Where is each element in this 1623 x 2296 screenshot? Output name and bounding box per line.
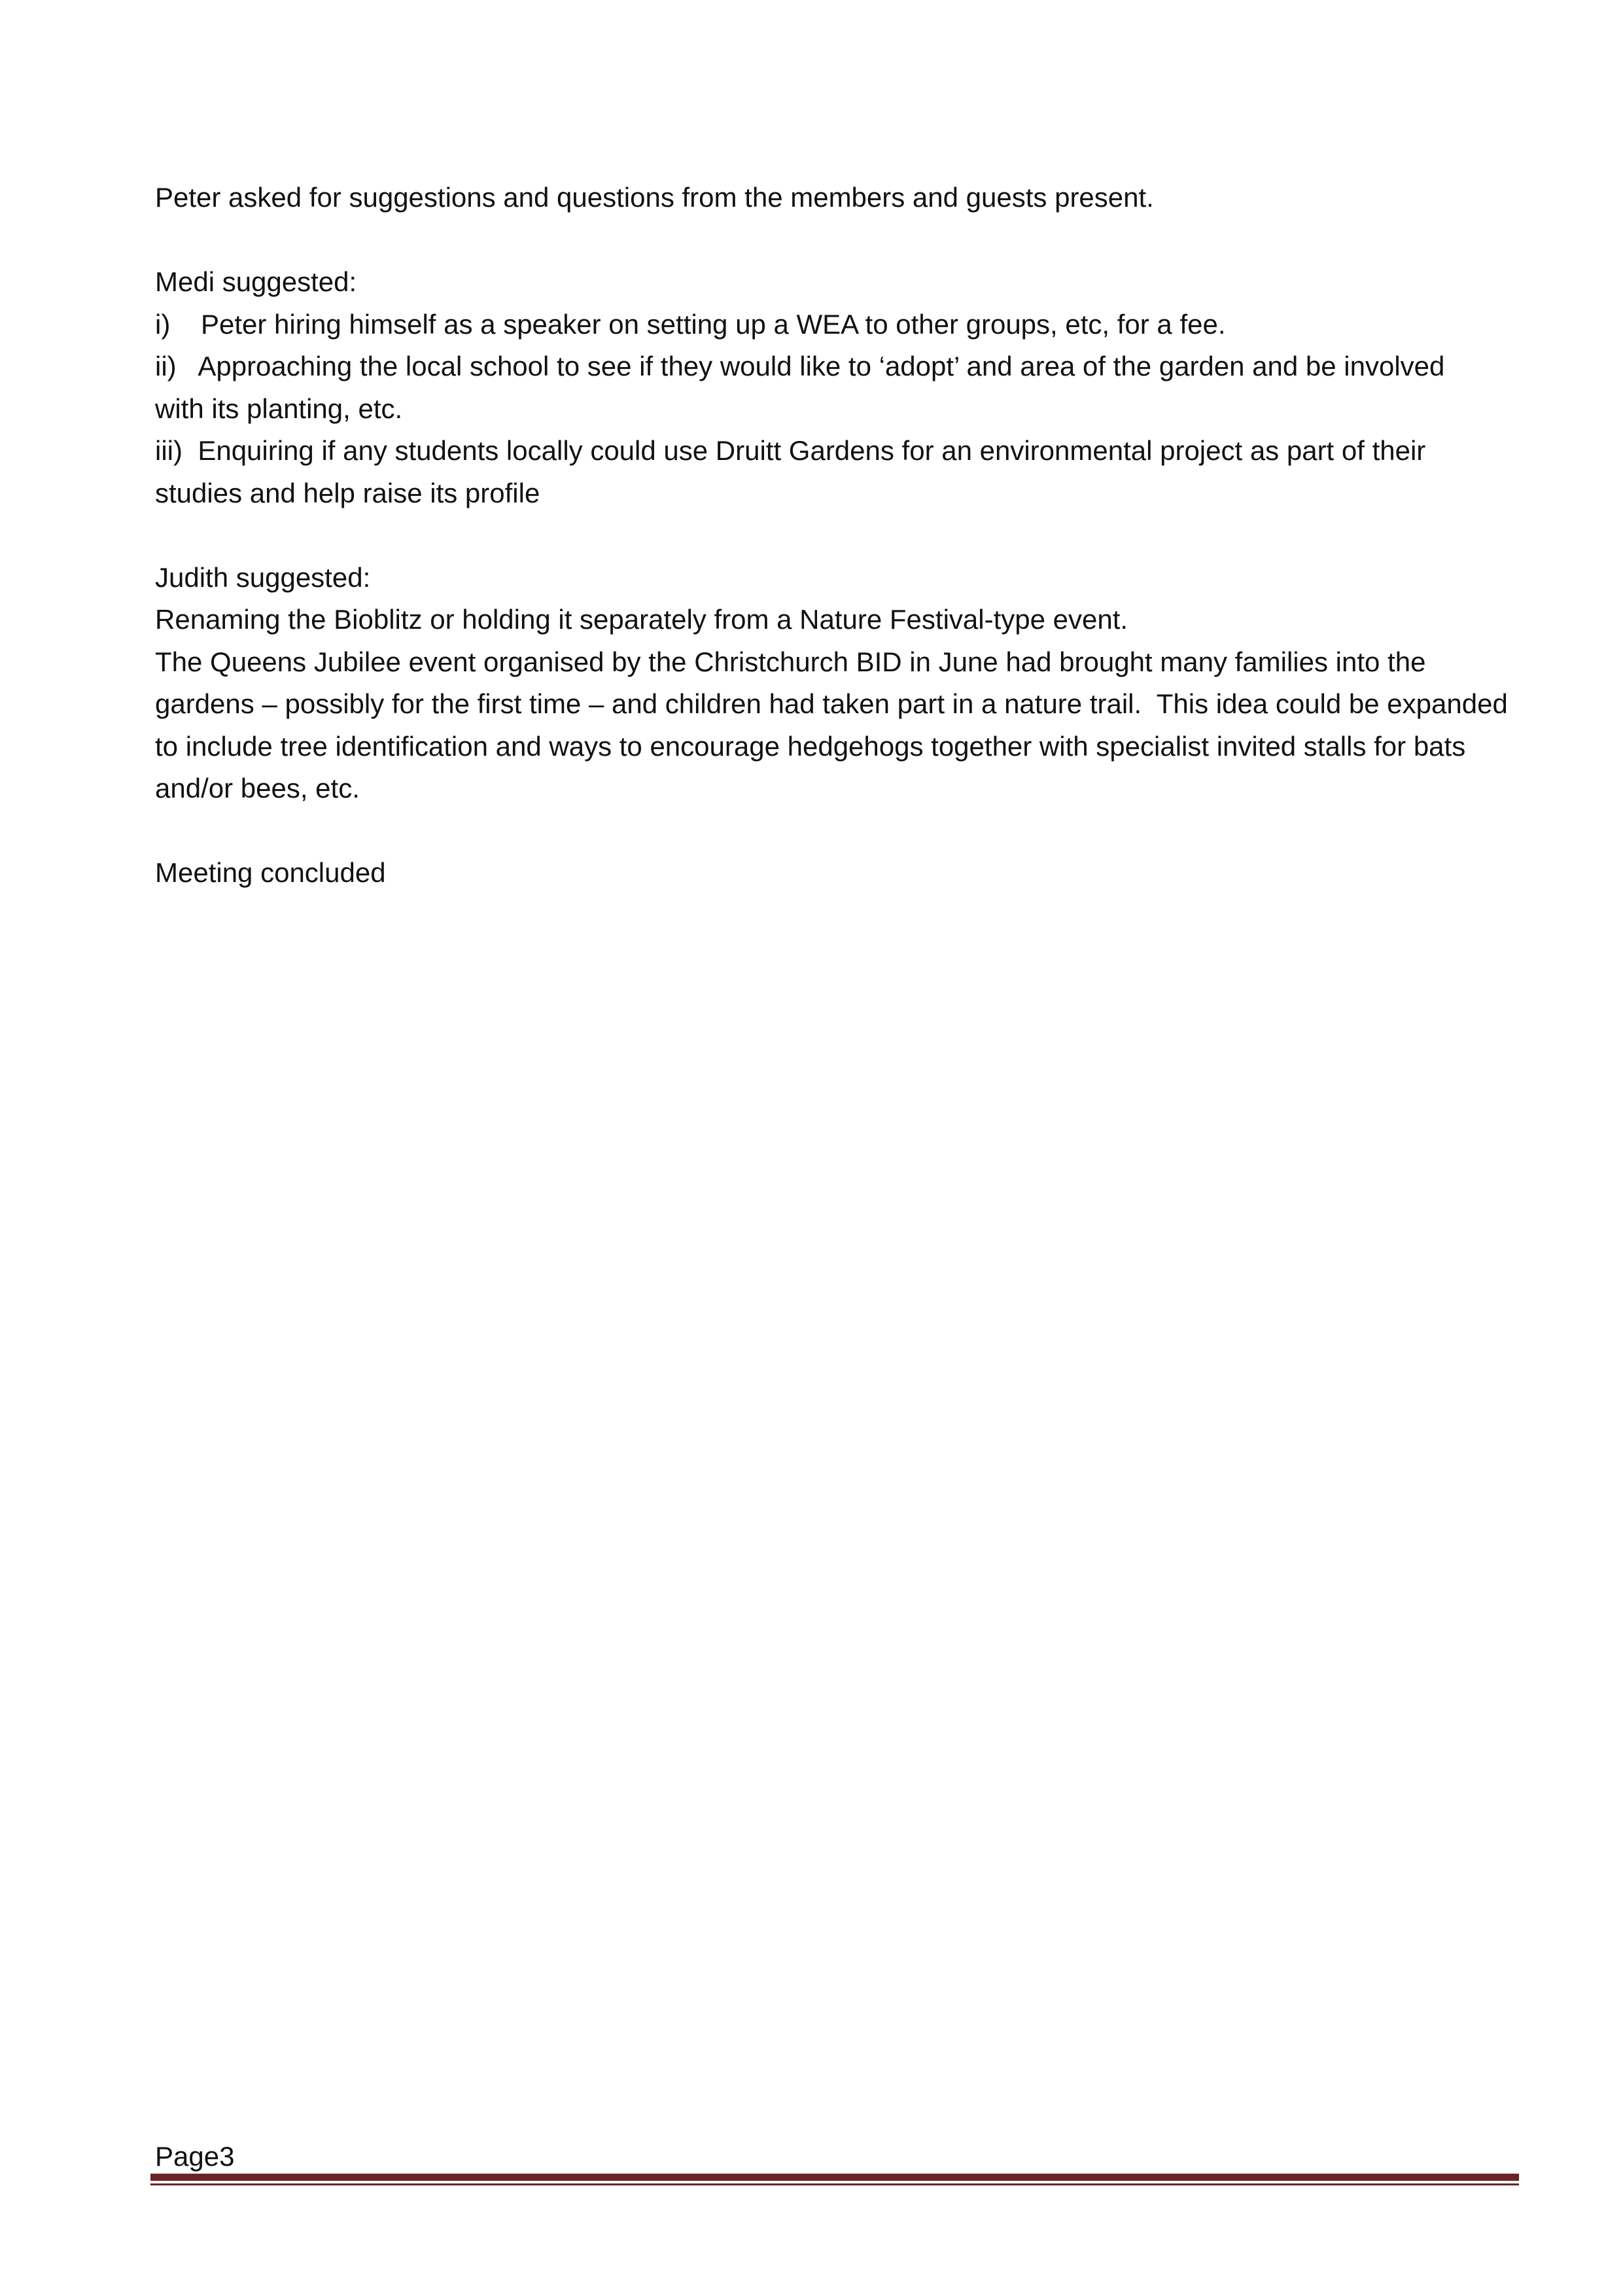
paragraph-spacer (155, 810, 1529, 853)
medi-item-3: iii) Enquiring if any students locally could use Druitt Gardens for an environmental project as part of their (155, 435, 1426, 466)
judith-line-3: gardens – possibly for the first time – and children had taken part in a nature trail. This idea could be expanded (155, 688, 1508, 719)
intro-paragraph: Peter asked for suggestions and questions from the members and guests present. (155, 182, 1154, 213)
medi-heading: Medi suggested: (155, 266, 357, 297)
judith-line-4: to include tree identification and ways to encourage hedgehogs together with specialist invited stalls for bats (155, 730, 1466, 762)
medi-item-3-continued: studies and help raise its profile (155, 477, 540, 508)
minutes-body (155, 177, 1529, 894)
judith-line-2: The Queens Jubilee event organised by the Christchurch BID in June had brought many families into the (155, 646, 1426, 677)
medi-item-2-continued: with its planting, etc. (155, 393, 403, 424)
closing-line: Meeting concluded (155, 857, 386, 888)
footer-rule-thick (150, 2174, 1519, 2181)
footer-rule (150, 2174, 1519, 2187)
page-number: Page3 (155, 2141, 235, 2172)
footer-rule-thin (150, 2183, 1519, 2185)
paragraph-spacer (155, 219, 1529, 262)
judith-line-5: and/or bees, etc. (155, 773, 360, 804)
judith-line-1: Renaming the Bioblitz or holding it separately from a Nature Festival-type event. (155, 604, 1128, 635)
medi-item-2: ii) Approaching the local school to see if they would like to ‘adopt’ and area of the garden and be involved (155, 351, 1445, 381)
paragraph-spacer (155, 514, 1529, 557)
medi-item-1: i) Peter hiring himself as a speaker on setting up a WEA to other groups, etc, for a fee. (155, 308, 1226, 340)
judith-heading: Judith suggested: (155, 561, 371, 593)
